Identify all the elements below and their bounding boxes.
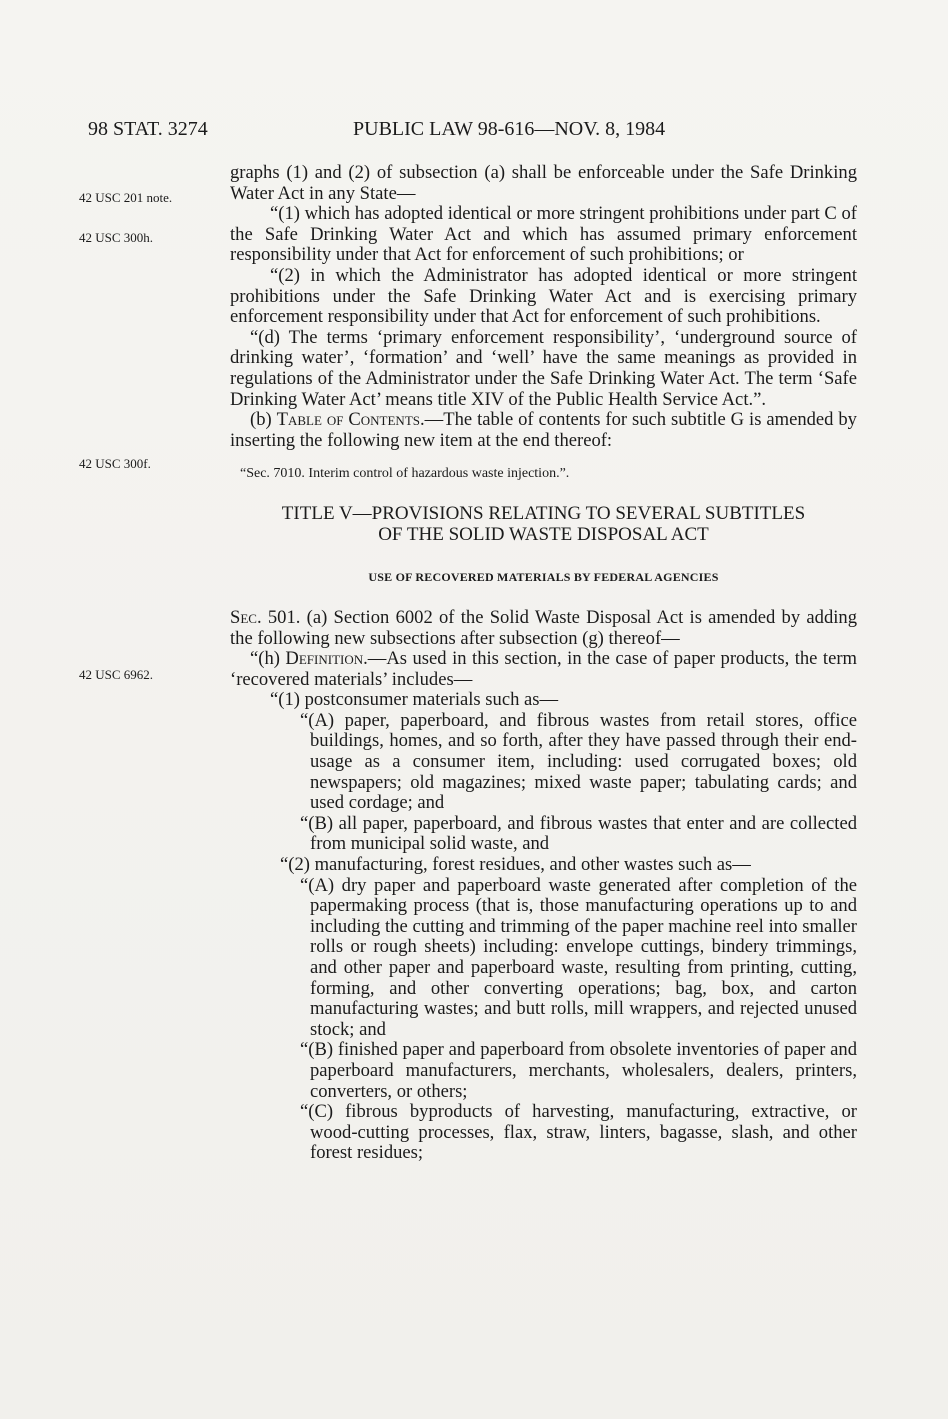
paragraph: “(1) which has adopted identical or more stringent prohibitions under part C of the Safe Drinking Water Act and which has assumed primary enforcement responsibility under that Act for enforcement of such prohibitions; or bbox=[230, 203, 857, 266]
paragraph: “(B) all paper, paperboard, and fibrous wastes that enter and are collected from municipal solid waste, and bbox=[300, 812, 857, 855]
paragraph: “(d) The terms ‘primary enforcement responsibility’, ‘underground source of drinking water’, ‘formation’ and ‘well’ have the same meanings as provided in regulations of the Administrator under the Safe Drinking Water Act. The term ‘Safe Drinking Water Act’ means title XIV of the Public Health Service Act.”. bbox=[230, 326, 857, 410]
paragraph: “(h) Definition.—As used in this section, in the case of paper products, the term ‘recovered materials’ includes— bbox=[230, 648, 857, 690]
body-text bbox=[230, 163, 857, 1164]
toc-entry: “Sec. 7010. Interim control of hazardous waste injection.”. bbox=[240, 466, 570, 482]
running-title: PUBLIC LAW 98-616—NOV. 8, 1984 bbox=[353, 118, 666, 140]
paragraph: graphs (1) and (2) of subsection (a) shall be enforceable under the Safe Drinking Water Act in any State— bbox=[230, 162, 857, 204]
stat-page-number: 98 STAT. 3274 bbox=[88, 118, 208, 140]
paragraph: (b) Table of Contents.—The table of contents for such subtitle G is amended by inserting the following new item at the end thereof: bbox=[230, 409, 857, 451]
paragraph: “(A) dry paper and paperboard waste generated after completion of the papermaking process (that is, those manufacturing operations up to and including the cutting and trimming of the paper machine reel into smaller rolls or rough sheets) including: envelope cuttings, bindery trimmings, and other paper and paperboard waste, resulting from printing, cutting, forming, and other converting operations; bag, box, and carton manufacturing wastes; and butt rolls, mill wrappers, and rejected unused stock; and bbox=[300, 874, 857, 1040]
margin-note-300f: 42 USC 300f. bbox=[79, 456, 151, 471]
section-subheading: USE OF RECOVERED MATERIALS BY FEDERAL AGENCIES bbox=[368, 570, 719, 585]
title-heading: TITLE V—PROVISIONS RELATING TO SEVERAL SUBTITLES OF THE SOLID WASTE DISPOSAL ACT bbox=[281, 503, 806, 546]
paragraph: “(2) manufacturing, forest residues, and other wastes such as— bbox=[280, 854, 751, 876]
caps-heading: Definition bbox=[285, 648, 364, 670]
paragraph: “(1) postconsumer materials such as— bbox=[270, 689, 559, 711]
paragraph: “(2) in which the Administrator has adopted identical or more stringent prohibitions under the Safe Drinking Water Act and is exercising primary enforcement responsibility under that Act for enforcement of such prohibitions. bbox=[230, 264, 857, 328]
page-header bbox=[0, 118, 948, 148]
margin-note-6962: 42 USC 6962. bbox=[79, 667, 154, 682]
paragraph: Sec. 501. (a) Section 6002 of the Solid Waste Disposal Act is amended by adding the following new subsections after subsection (g) thereof— bbox=[230, 606, 857, 649]
margin-note-300h: 42 USC 300h. bbox=[79, 230, 154, 245]
margin-note-201: 42 USC 201 note. bbox=[79, 190, 173, 205]
caps-heading: Sec bbox=[230, 606, 257, 628]
paragraph: “(C) fibrous byproducts of harvesting, manufacturing, extractive, or wood-cutting processes, flax, straw, linters, bagasse, slash, and other forest residues; bbox=[300, 1101, 857, 1164]
paragraph: “(B) finished paper and paperboard from obsolete inventories of paper and paperboard manufacturers, merchants, wholesalers, dealers, printers, converters, or others; bbox=[300, 1039, 857, 1102]
caps-heading: Table of Contents bbox=[276, 409, 420, 431]
paragraph: “(A) paper, paperboard, and fibrous wastes from retail stores, office buildings, homes, and so forth, after they have passed through their end-usage as a consumer item, including: used corrugated boxes; old newspapers; old magazines; mixed waste paper; tabulating cards; and used cordage; and bbox=[300, 709, 857, 814]
